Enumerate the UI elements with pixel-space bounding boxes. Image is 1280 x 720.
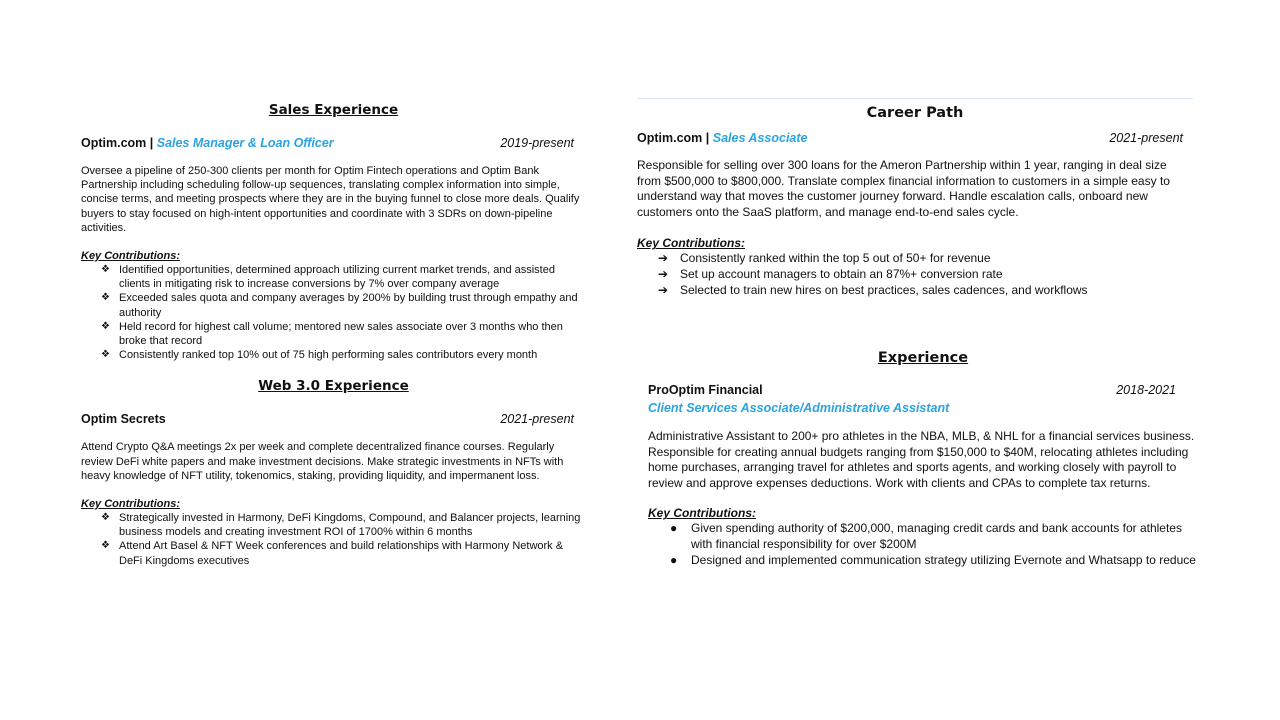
job-dates: 2019-present xyxy=(500,136,574,150)
list-item: ❖ Exceeded sales quota and company averages by 200% by building trust through empathy and authority xyxy=(101,292,578,319)
career-job-line xyxy=(637,129,1193,147)
diamond-bullet-icon: ❖ xyxy=(101,292,110,304)
dot-bullet-icon: ● xyxy=(670,552,678,567)
list-item: ❖ Attend Art Basel & NFT Week conferences and build relationships with Harmony Network & DeFi Kingdoms executives xyxy=(101,540,564,567)
list-item: ❖ Identified opportunities, determined approach utilizing current market trends, and assisted clients in mitigating risk to increase conversions by 7% over company average xyxy=(101,264,555,291)
list-item: ➔ Set up account managers to obtain an 87%+ conversion rate xyxy=(658,266,1003,281)
dot-bullet-icon: ● xyxy=(670,521,678,536)
job-role: Client Services Associate/Administrative Assistant xyxy=(648,401,950,415)
job-description: Oversee a pipeline of 250-300 clients per month for Optim Fintech operations and Optim Bank Partnership including scheduling follow-up sequences, translating complex information into simple, concise terms, and meeting prospects where they are in the buying funnel to close more deals. Qualify buyers to stay focused on high-intent opportunities and coordinate with 3 SDRs on down-pipeline activities. xyxy=(81,165,580,234)
web3-experience-heading: Web 3.0 Experience xyxy=(258,378,409,395)
job-role: Sales Manager & Loan Officer xyxy=(156,136,334,150)
job-dates: 2018-2021 xyxy=(1116,383,1176,397)
diamond-bullet-icon: ❖ xyxy=(101,264,110,276)
experience-job-line xyxy=(648,381,1188,399)
experience-heading: Experience xyxy=(877,350,969,366)
diamond-bullet-icon: ❖ xyxy=(101,320,110,332)
job-description: Attend Crypto Q&A meetings 2x per week and complete decentralized finance courses. Regularly review DeFi white papers and make investment decisions. Make strategic investments in NFTs with heavy knowledge of NFT utility, tokenomics, staking, providing liquidity, and impermanent loss. xyxy=(81,441,564,482)
job-role: Sales Associate xyxy=(712,131,808,145)
job-description: Responsible for selling over 300 loans for the Ameron Partnership within 1 year, ranging in deal size from $500,000 to $800,000. Translate complex financial information to customers in a simple easy to understand way that moves the customer journey forward. Handle escalation calls, onboard new customers onto the SaaS platform, and manage end-to-end sales cycle. xyxy=(637,158,1170,219)
key-contributions-label: Key Contributions: xyxy=(81,250,180,263)
list-item: ❖ Held record for highest call volume; mentored new sales associate over 3 months who then broke that record xyxy=(101,320,563,348)
list-item: ● Given spending authority of $200,000, managing credit cards and bank accounts for athletes with financial responsibility for over $200M xyxy=(670,521,1182,551)
career-path-panel xyxy=(637,98,1193,298)
key-contributions-label: Key Contributions: xyxy=(81,498,180,511)
arrow-bullet-icon: ➔ xyxy=(658,282,669,297)
contributions-list xyxy=(81,263,586,362)
diamond-bullet-icon: ❖ xyxy=(101,349,110,361)
career-path-heading: Career Path xyxy=(866,105,964,121)
list-item: ● Designed and implemented communication strategy utilizing Evernote and Whatsapp to reduce xyxy=(670,552,1196,567)
sales-job-line xyxy=(81,134,586,152)
contributions-list xyxy=(648,521,1204,568)
arrow-bullet-icon: ➔ xyxy=(658,251,669,266)
company-name: Optim Secrets xyxy=(81,412,166,427)
list-item: ❖ Strategically invested in Harmony, DeFi Kingdoms, Compound, and Balancer projects, learning business models and creating investment ROI of 1700% within 6 months xyxy=(101,512,581,539)
job-description: Administrative Assistant to 200+ pro athletes in the NBA, MLB, & NHL for a financial services business. Responsible for creating annual budgets ranging from $150,000 to $40M, relocating athletes including home purchases, arranging travel for athletes and sports agents, and working closely with payroll to review and approve expenses deductions. Work with clients and CPAs to complete tax returns. xyxy=(648,429,1195,490)
diamond-bullet-icon: ❖ xyxy=(101,540,110,552)
contributions-list xyxy=(637,251,1193,298)
list-item: ➔ Consistently ranked within the top 5 out of 50+ for revenue xyxy=(658,251,991,266)
job-dates: 2021-present xyxy=(1109,131,1183,145)
web3-job-line xyxy=(81,410,586,428)
key-contributions-label: Key Contributions: xyxy=(637,236,745,251)
arrow-bullet-icon: ➔ xyxy=(658,266,669,281)
contributions-list xyxy=(81,511,586,568)
company-name: Optim.com | xyxy=(637,131,710,145)
experience-panel xyxy=(648,348,1204,568)
diamond-bullet-icon: ❖ xyxy=(101,512,110,524)
company-name: ProOptim Financial xyxy=(648,383,763,397)
job-dates: 2021-present xyxy=(500,412,574,427)
list-item: ❖ Consistently ranked top 10% out of 75 high performing sales contributors every month xyxy=(101,349,538,362)
company-name: Optim.com | xyxy=(81,136,154,150)
sales-experience-heading: Sales Experience xyxy=(268,102,399,118)
left-resume-panel xyxy=(81,100,586,568)
list-item: ➔ Selected to train new hires on best practices, sales cadences, and workflows xyxy=(658,282,1088,297)
key-contributions-label: Key Contributions: xyxy=(648,506,756,521)
